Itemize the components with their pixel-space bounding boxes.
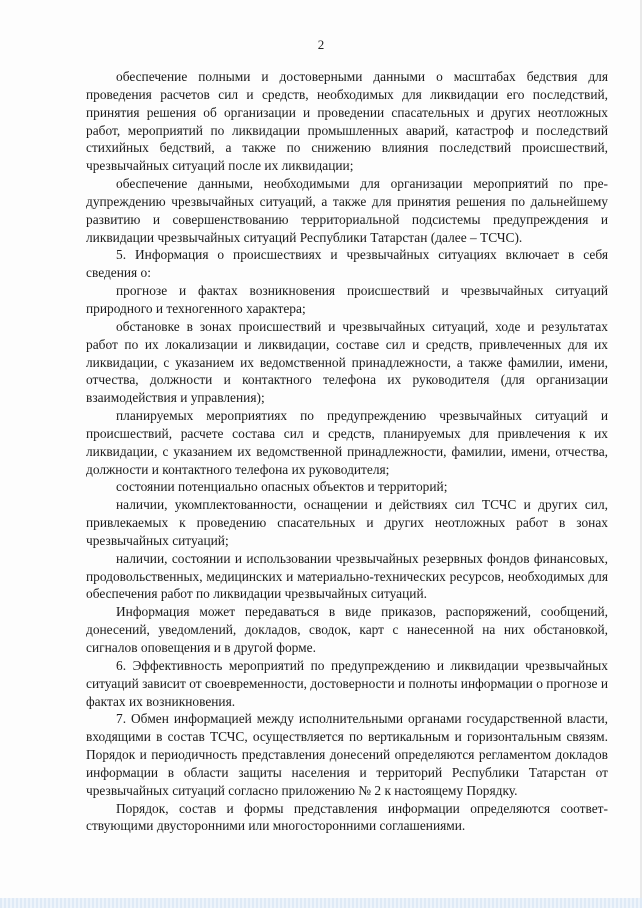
document-body bbox=[86, 68, 608, 835]
page-number: 2 bbox=[317, 37, 325, 52]
scan-bottom-band bbox=[0, 898, 642, 908]
paragraph: состоянии потенциально опасных объектов и территорий; bbox=[116, 479, 448, 495]
paragraph: обстановке в зонах происшествий и чрезвычайных ситуаций, ходе и результатах работ по их локализации и ликвидации, составе сил и средств, привлеченных для их ликвидации, с указанием их ведомственной принадлежности, а также фамилии, имени, отчества, должности и контактного телефона их руководителя (для организации взаимодействия и управления); bbox=[86, 318, 608, 406]
paragraph: 5. Информация о происшествиях и чрезвычайных ситуациях включает в себя сведения о: bbox=[86, 247, 608, 281]
paragraph: прогнозе и фактах возникновения происшествий и чрезвычайных ситуаций природного и техногенного характера; bbox=[86, 283, 608, 316]
paragraph: планируемых мероприятиях по предупреждению чрезвычайных ситуаций и происшествий, расчете состава сил и средств, планируемых для привлечения к их ликвидации, с указанием их ведомственной принадлежности, фамилии, имени, отчества, должности и контактного телефона их руководителя; bbox=[86, 408, 608, 477]
paragraph: Порядок, состав и формы представления информации определяются соответствующими двусторонними или многосторонними соглашениями. bbox=[86, 800, 608, 834]
paragraph: 6. Эффективность мероприятий по предупреждению и ликвидации чрезвычайных ситуаций зависит от своевременности, достоверности и полноты информации о прогнозе и фактах их возникновения. bbox=[86, 657, 608, 709]
paragraph: обеспечение полными и достоверными данными о масштабах бедствия для проведения расчетов сил и средств, необходимых для ликвидации его последствий, принятия решения об организации и проведении спасательных и других неотложных работ, мероприятий по ликвидации промышленных аварий, катастроф и последствий стихийных бедствий, а также по снижению влияния последствий происшествий, чрезвычайных ситуаций после их ликвидации; bbox=[86, 69, 608, 174]
paragraph: наличии, укомплектованности, оснащении и действиях сил ТСЧС и других сил, привлекаемых к проведению спасательных и других неотложных работ в зонах чрезвычайных ситуаций; bbox=[86, 497, 608, 548]
paragraph: 7. Обмен информацией между исполнительными органами государственной власти, входящими в состав ТСЧС, осуществляется по вертикальным и горизонтальным связям. Порядок и периодичность представления донесений определяются регламентом докладов информации в области защиты населения и территорий Республики Татарстан от чрезвычайных ситуаций согласно приложению № 2 к настоящему Порядку. bbox=[86, 711, 608, 798]
paragraph: обеспечение данными, необходимыми для организации мероприятий по предупреждению чрезвычайных ситуаций, а также для принятия решения по дальнейшему развитию и совершенствованию территориальной подсистемы предупреждения и ликвидации чрезвычайных ситуаций Республики Татарстан (далее – ТСЧС). bbox=[86, 176, 608, 245]
paragraph: наличии, состоянии и использовании чрезвычайных резервных фондов финансовых, продовольственных, медицинских и материально-технических ресурсов, необходимых для обеспечения работ по ликвидации чрезвычайных ситуаций. bbox=[86, 550, 608, 602]
paragraph: Информация может передаваться в виде приказов, распоряжений, сообщений, донесений, уведомлений, докладов, сводок, карт с нанесенной на них обстановкой, сигналов оповещения и в другой форме. bbox=[86, 604, 608, 655]
